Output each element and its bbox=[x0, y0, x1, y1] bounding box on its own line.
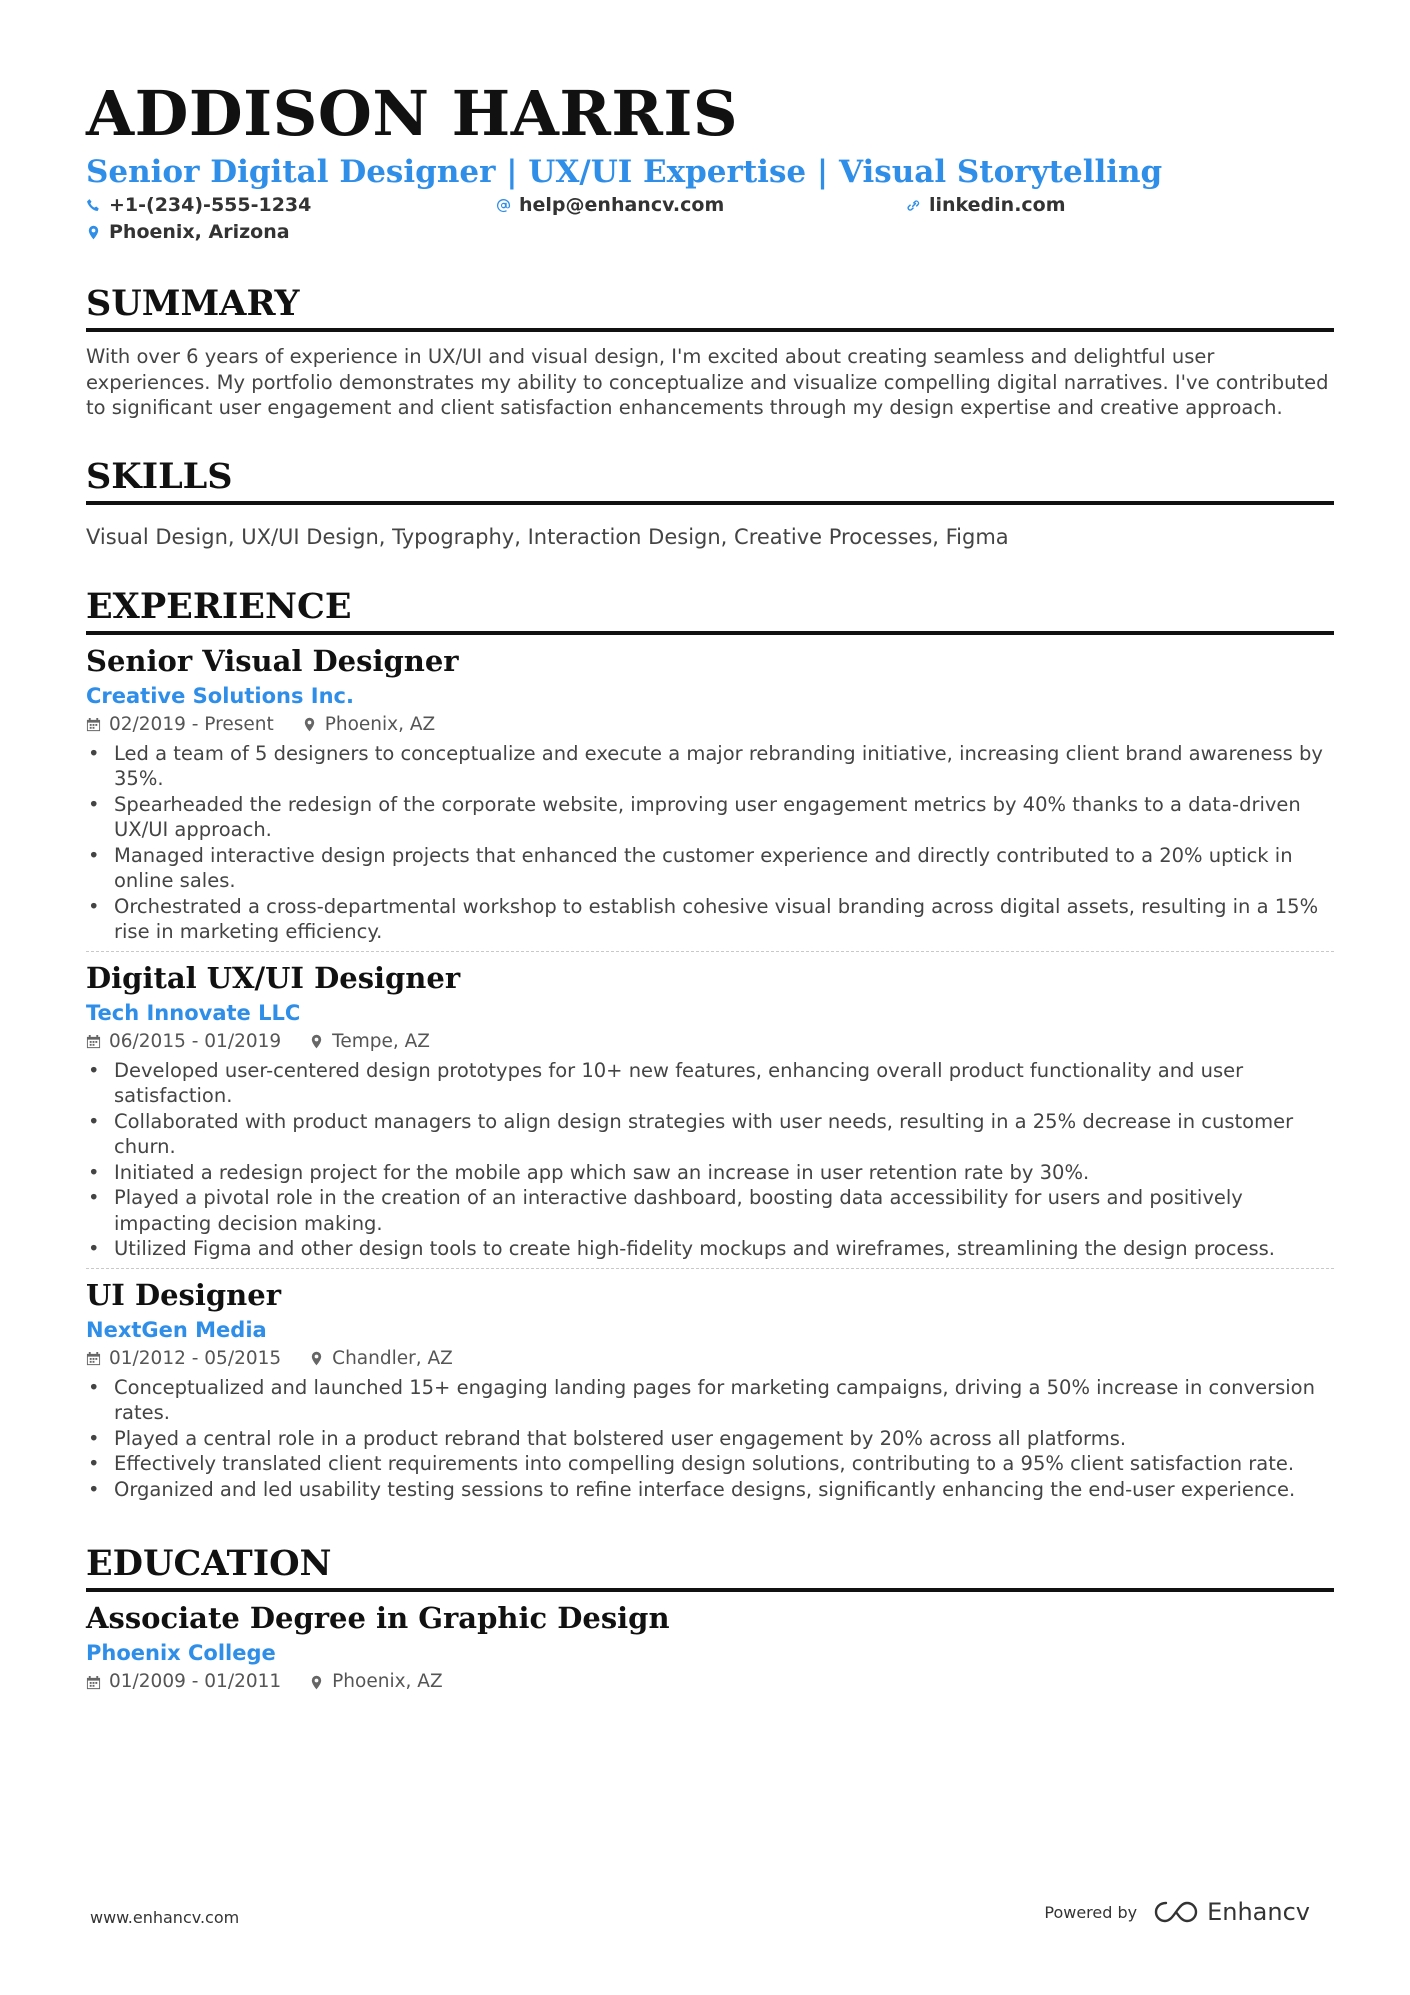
experience-entry bbox=[86, 951, 1334, 1268]
job-bullet: • Led a team of 5 designers to conceptualize and execute a major rebranding initiative, increasing client brand awareness by 35%. bbox=[86, 741, 1334, 792]
resume-content bbox=[86, 76, 1334, 1702]
job-location-text: Tempe, AZ bbox=[332, 1030, 430, 1052]
job-location bbox=[309, 1028, 430, 1056]
contact-email[interactable] bbox=[496, 194, 724, 216]
summary-text: With over 6 years of experience in UX/UI and visual design, I'm excited about creating seamless and delightful user experiences. My portfolio demonstrates my ability to conceptualize and visualize compelling digital narratives. I've contributed to significant user engagement and client satisfaction enhancements through my design expertise and creative approach. bbox=[86, 345, 1329, 419]
job-bullet: • Played a central role in a product rebrand that bolstered user engagement by 20% across all platforms. bbox=[86, 1426, 1334, 1452]
job-bullet: • Spearheaded the redesign of the corporate website, improving user engagement metrics by 40% thanks to a data-driven UX/UI approach. bbox=[86, 792, 1334, 843]
summary-section bbox=[86, 282, 1334, 421]
calendar-icon bbox=[86, 1034, 101, 1049]
phone-icon bbox=[86, 198, 101, 213]
contact-phone[interactable] bbox=[86, 194, 311, 216]
education-meta bbox=[86, 1668, 1334, 1696]
job-title: Senior Visual Designer bbox=[86, 643, 459, 678]
map-pin-icon bbox=[302, 717, 317, 732]
experience-entry bbox=[86, 1268, 1334, 1509]
experience-section bbox=[86, 585, 1334, 1509]
job-location bbox=[309, 1345, 453, 1373]
enhancv-brand-text: Enhancv bbox=[1207, 1898, 1310, 1926]
job-dates-text: 06/2015 - 01/2019 bbox=[109, 1030, 282, 1052]
job-bullet: • Collaborated with product managers to align design strategies with user needs, resulting in a 25% decrease in customer churn. bbox=[86, 1109, 1334, 1160]
job-bullets bbox=[86, 741, 1334, 945]
degree-title: Associate Degree in Graphic Design bbox=[86, 1601, 670, 1635]
job-bullet: • Utilized Figma and other design tools to create high-fidelity mockups and wireframes, streamlining the design process. bbox=[86, 1236, 1334, 1262]
company-name: Creative Solutions Inc. bbox=[86, 683, 354, 708]
job-bullet: • Orchestrated a cross-departmental workshop to establish cohesive visual branding across digital assets, resulting in a 15% rise in marketing efficiency. bbox=[86, 894, 1334, 945]
calendar-icon bbox=[86, 717, 101, 732]
skills-section bbox=[86, 455, 1334, 551]
powered-by-label: Powered by bbox=[1044, 1902, 1138, 1922]
job-meta bbox=[86, 711, 1334, 739]
contact-location bbox=[86, 221, 290, 243]
experience-title: EXPERIENCE bbox=[86, 585, 1334, 635]
calendar-icon bbox=[86, 1675, 101, 1690]
at-icon bbox=[496, 198, 511, 213]
enhancv-logo-icon bbox=[1153, 1899, 1199, 1925]
skills-text: Visual Design, UX/UI Design, Typography, Interaction Design, Creative Processes, Figma bbox=[86, 524, 1009, 549]
job-bullet: • Effectively translated client requirements into compelling design solutions, contributing to a 95% client satisfaction rate. bbox=[86, 1451, 1334, 1477]
map-pin-icon bbox=[309, 1675, 324, 1690]
job-bullet: • Managed interactive design projects that enhanced the customer experience and directly contributed to a 20% uptick in online sales. bbox=[86, 843, 1334, 894]
candidate-name: ADDISON HARRIS bbox=[86, 77, 739, 150]
map-pin-icon bbox=[309, 1034, 324, 1049]
job-meta bbox=[86, 1345, 1334, 1373]
school-name: Phoenix College bbox=[86, 1641, 276, 1665]
location-text: Phoenix, Arizona bbox=[109, 221, 290, 243]
linkedin-text: linkedin.com bbox=[929, 194, 1066, 216]
education-title: EDUCATION bbox=[86, 1542, 1334, 1592]
map-pin-icon bbox=[86, 225, 101, 240]
contact-info bbox=[86, 194, 1334, 248]
education-location-text: Phoenix, AZ bbox=[332, 1671, 443, 1692]
link-icon bbox=[906, 198, 921, 213]
education-dates-text: 01/2009 - 01/2011 bbox=[109, 1671, 282, 1692]
footer-website[interactable]: www.enhancv.com bbox=[90, 1908, 240, 1927]
education-location bbox=[309, 1668, 443, 1696]
phone-text: +1-(234)-555-1234 bbox=[109, 194, 312, 216]
job-bullets bbox=[86, 1058, 1334, 1262]
education-entry bbox=[86, 1592, 1334, 1702]
job-bullet: • Played a pivotal role in the creation of an interactive dashboard, boosting data accessibility for users and positively impacting decision making. bbox=[86, 1185, 1334, 1236]
job-location-text: Chandler, AZ bbox=[332, 1347, 453, 1369]
job-location-text: Phoenix, AZ bbox=[324, 713, 436, 735]
job-bullets bbox=[86, 1375, 1334, 1503]
company-name: Tech Innovate LLC bbox=[86, 1000, 301, 1025]
job-dates bbox=[86, 1028, 281, 1056]
company-name: NextGen Media bbox=[86, 1317, 267, 1342]
job-bullet: • Developed user-centered design prototypes for 10+ new features, enhancing overall product functionality and user satisfaction. bbox=[86, 1058, 1334, 1109]
job-title: UI Designer bbox=[86, 1277, 281, 1312]
job-dates bbox=[86, 1345, 281, 1373]
job-bullet: • Organized and led usability testing sessions to refine interface designs, significantly enhancing the end-user experience. bbox=[86, 1477, 1334, 1503]
summary-title: SUMMARY bbox=[86, 282, 1334, 332]
job-bullet: • Conceptualized and launched 15+ engaging landing pages for marketing campaigns, driving a 50% increase in conversion rates. bbox=[86, 1375, 1334, 1426]
experience-entry bbox=[86, 635, 1334, 951]
job-dates bbox=[86, 711, 274, 739]
job-bullet: • Initiated a redesign project for the mobile app which saw an increase in user retention rate by 30%. bbox=[86, 1160, 1334, 1186]
job-meta bbox=[86, 1028, 1334, 1056]
education-section bbox=[86, 1542, 1334, 1702]
enhancv-logo[interactable] bbox=[1153, 1898, 1310, 1926]
job-dates-text: 02/2019 - Present bbox=[109, 713, 274, 735]
job-dates-text: 01/2012 - 05/2015 bbox=[109, 1347, 282, 1369]
footer-branding bbox=[1044, 1898, 1310, 1926]
candidate-headline: Senior Digital Designer | UX/UI Expertise | Visual Storytelling bbox=[86, 154, 1163, 190]
calendar-icon bbox=[86, 1351, 101, 1366]
email-text: help@enhancv.com bbox=[519, 194, 725, 216]
map-pin-icon bbox=[309, 1351, 324, 1366]
skills-title: SKILLS bbox=[86, 455, 1334, 505]
job-location bbox=[302, 711, 436, 739]
job-title: Digital UX/UI Designer bbox=[86, 960, 461, 995]
contact-linkedin[interactable] bbox=[906, 194, 1066, 216]
education-dates bbox=[86, 1668, 281, 1696]
